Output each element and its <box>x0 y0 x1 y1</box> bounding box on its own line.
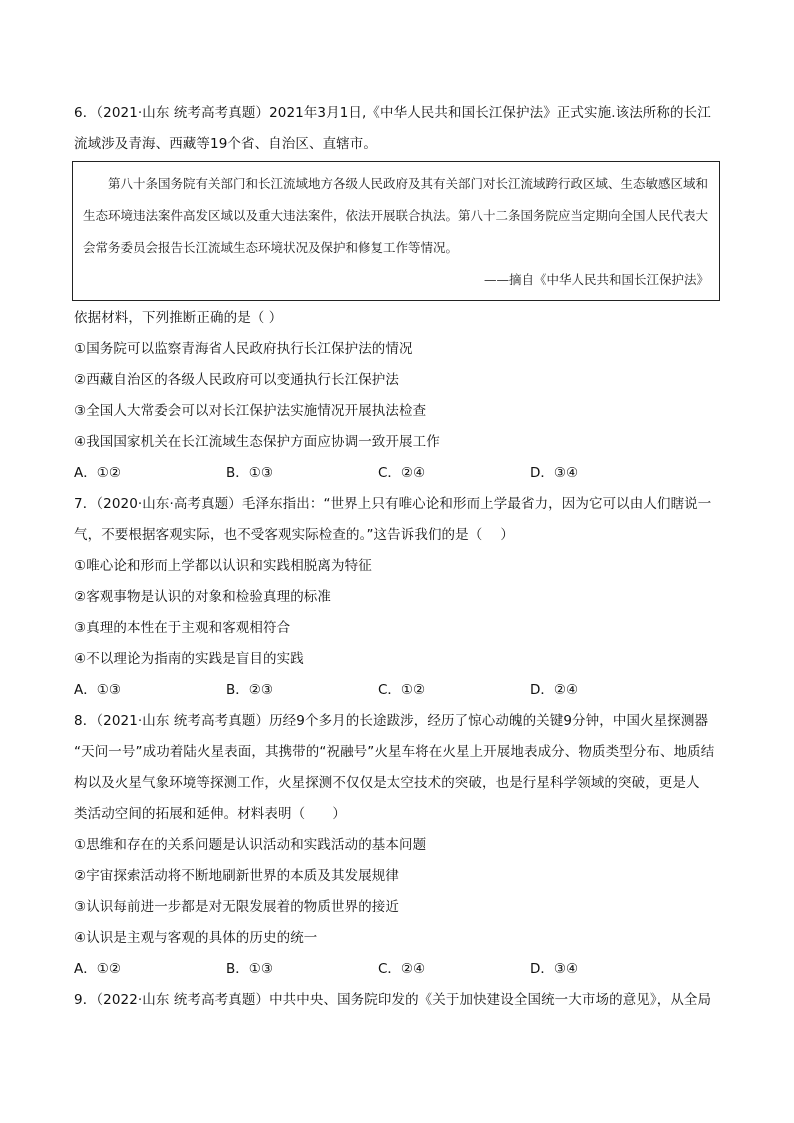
option-a[interactable]: A．①③ <box>74 682 121 698</box>
option-c[interactable]: C．①② <box>378 682 426 698</box>
question-6-stem: 6．（2021·山东 统考高考真题）2021年3月1日,《中华人民共和国长江保护法》正式实施.该法所称的长江 流域涉及青海、西藏等19个省、自治区、直辖市。 <box>74 105 711 152</box>
statement-3: ③真理的本性在于主观和客观相符合 <box>74 620 291 636</box>
statement-2: ②西藏自治区的各级人民政府可以变通执行长江保护法 <box>74 372 400 388</box>
question-6-prompt: 依据材料，下列推断正确的是（ ） <box>74 310 283 326</box>
option-d[interactable]: D．③④ <box>530 961 579 977</box>
statement-1: ①国务院可以监察青海省人民政府执行长江保护法的情况 <box>74 341 413 357</box>
material-source: ——摘自《中华人民共和国长江保护法》 <box>483 272 709 287</box>
statement-3: ③认识每前进一步都是对无限发展着的物质世界的接近 <box>74 899 400 915</box>
question-8-options <box>74 954 722 985</box>
statement-4: ④我国国家机关在长江流域生态保护方面应协调一致开展工作 <box>74 434 440 450</box>
question-7-stem: 7．（2020·山东·高考真题）毛泽东指出：“世界上只有唯心论和形而上学最省力，因为它可以由人们瞎说一 气，不要根据客观实际，也不受客观实际检查的。”这告诉我们的是（ ） <box>74 496 712 543</box>
option-b[interactable]: B．①③ <box>226 961 273 977</box>
question-8-stem: 8．（2021·山东 统考高考真题）历经9个多月的长途跋涉，经历了惊心动魄的关键9分钟，中国火星探测器 “天问一号”成功着陆火星表面，其携带的“祝融号”火星车将在火星上开展地表成分、物质类型分布、地质结 构以及火星气象环境等探测工作，火星探测不仅仅是太空技术的突破，也是行星科学领域的突破，更是人 类活动空间的拓展和延伸。材料表明（ ） <box>74 713 715 822</box>
question-6-material-box <box>72 161 720 301</box>
question-8 <box>74 706 722 985</box>
statement-2: ②宇宙探索活动将不断地刷新世界的本质及其发展规律 <box>74 868 400 884</box>
statement-4: ④不以理论为指南的实践是盲目的实践 <box>74 651 304 667</box>
question-7 <box>74 489 722 706</box>
exam-page <box>74 98 722 1016</box>
statement-1: ①唯心论和形而上学都以认识和实践相脱离为特征 <box>74 558 372 574</box>
option-c[interactable]: C．②④ <box>378 465 426 481</box>
question-7-options <box>74 675 722 706</box>
statement-1: ①思维和存在的关系问题是认识活动和实践活动的基本问题 <box>74 837 427 853</box>
option-a[interactable]: A．①② <box>74 465 121 481</box>
option-b[interactable]: B．②③ <box>226 682 273 698</box>
option-c[interactable]: C．②④ <box>378 961 426 977</box>
question-9 <box>74 985 722 1016</box>
option-a[interactable]: A．①② <box>74 961 121 977</box>
option-d[interactable]: D．②④ <box>530 682 579 698</box>
option-b[interactable]: B．①③ <box>226 465 273 481</box>
statement-3: ③全国人大常委会可以对长江保护法实施情况开展执法检查 <box>74 403 427 419</box>
option-d[interactable]: D．③④ <box>530 465 579 481</box>
question-6 <box>74 98 722 489</box>
statement-2: ②客观事物是认识的对象和检验真理的标准 <box>74 589 332 605</box>
question-9-stem: 9．（2022·山东 统考高考真题）中共中央、国务院印发的《关于加快建设全国统一大市场的意见》，从全局 <box>74 992 712 1008</box>
material-text: 第八十条国务院有关部门和长江流域地方各级人民政府及其有关部门对长江流域跨行政区域、生态敏感区域和生态环境违法案件高发区域以及重大违法案件，依法开展联合执法。第八十二条国务院应当定期向全国人民代表大会常务委员会报告长江流域生态环境状况及保护和修复工作等情况。 <box>83 176 709 255</box>
question-6-options <box>74 458 722 489</box>
statement-4: ④认识是主观与客观的具体的历史的统一 <box>74 930 318 946</box>
